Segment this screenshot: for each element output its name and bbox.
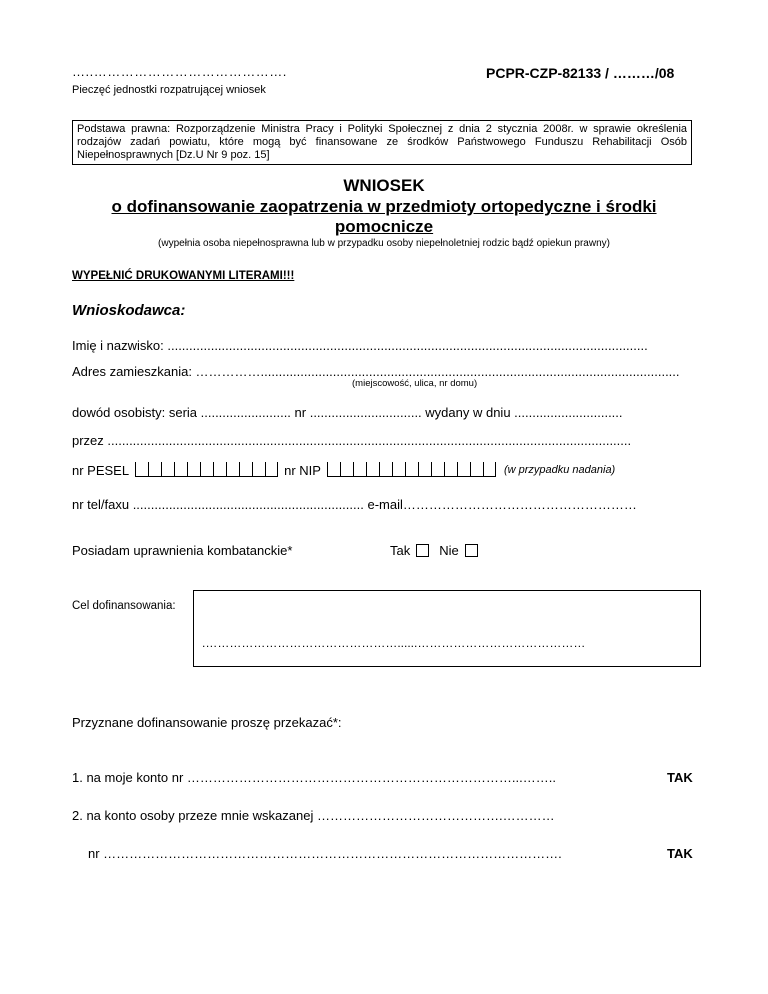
issued-by-field[interactable]: przez ................................................................................................................................................. xyxy=(72,433,632,448)
document-title: WNIOSEK xyxy=(343,176,425,195)
nip-label: nr NIP xyxy=(284,462,321,478)
no-checkbox[interactable] xyxy=(465,544,478,557)
document-subtitle-line1: o dofinansowanie zaopatrzenia w przedmioty ortopedyczne i środki xyxy=(111,197,657,216)
yes-checkbox[interactable] xyxy=(416,544,429,557)
veteran-options xyxy=(390,543,478,558)
other-person-field[interactable]: 2. na konto osoby przeze mnie wskazanej …………………………………….………… xyxy=(72,808,555,823)
applicant-heading: Wnioskodawca: xyxy=(72,302,186,319)
legal-basis: Podstawa prawna: Rozporządzenie Ministra Pracy i Polityki Społecznej z dnia 2 stycznia 2008r. w sprawie określenia rodzajów zadań powiatu, które mogą być finansowane ze środków Państwowego Funduszu Rehabilitacji Osób Niepełnosprawnych [Dz.U Nr 9 poz. 15] xyxy=(72,120,692,165)
own-account-field[interactable]: 1. na moje konto nr …………………………………………………………………...…….. xyxy=(72,770,556,785)
caps-instruction: WYPEŁNIĆ DRUKOWANYMI LITERAMI!!! xyxy=(72,270,295,282)
address-hint: (miejscowość, ulica, nr domu) xyxy=(352,378,478,389)
nip-boxes[interactable] xyxy=(327,462,496,478)
no-label: Nie xyxy=(439,543,459,558)
reference-number: PCPR-CZP-82133 / ………/08 xyxy=(486,65,675,81)
purpose-label: Cel dofinansowania: xyxy=(72,600,176,612)
yes-label: Tak xyxy=(390,543,411,558)
purpose-box[interactable] xyxy=(193,590,701,667)
fill-hint: (wypełnia osoba niepełnosprawna lub w przypadku osoby niepełnoletniej rodzic bądź opiekun prawny) xyxy=(158,238,610,249)
name-field[interactable]: Imię i nazwisko: ..................................................................................................................................... xyxy=(72,338,648,353)
transfer-heading: Przyznane dofinansowanie proszę przekazać*: xyxy=(72,715,342,730)
pesel-nip-row xyxy=(72,462,615,478)
purpose-dots: .…………………………………………......…………………………………… xyxy=(202,636,586,650)
id-card-field[interactable]: dowód osobisty: seria ......................... nr ............................... wydany w dniu .............................. xyxy=(72,405,623,420)
pesel-boxes[interactable] xyxy=(135,462,278,478)
tel-email-field[interactable]: nr tel/faxu ................................................................ e-mail……………………………………………… xyxy=(72,497,637,512)
address-field[interactable]: Adres zamieszkania: …………….................................................................................................................... xyxy=(72,364,680,379)
pesel-label: nr PESEL xyxy=(72,462,130,478)
stamp-label: Pieczęć jednostki rozpatrującej wniosek xyxy=(72,84,266,96)
own-account-tak: TAK xyxy=(667,770,693,785)
document-subtitle-line2: pomocnicze xyxy=(334,217,434,236)
veteran-label: Posiadam uprawnienia kombatanckie* xyxy=(72,543,293,558)
nip-note: (w przypadku nadania) xyxy=(503,464,616,476)
stamp-placeholder: …..……………………………………. xyxy=(72,64,287,79)
other-account-tak: TAK xyxy=(667,846,693,861)
other-account-field[interactable]: nr ……………………………………………………………………………………………. xyxy=(88,846,562,861)
